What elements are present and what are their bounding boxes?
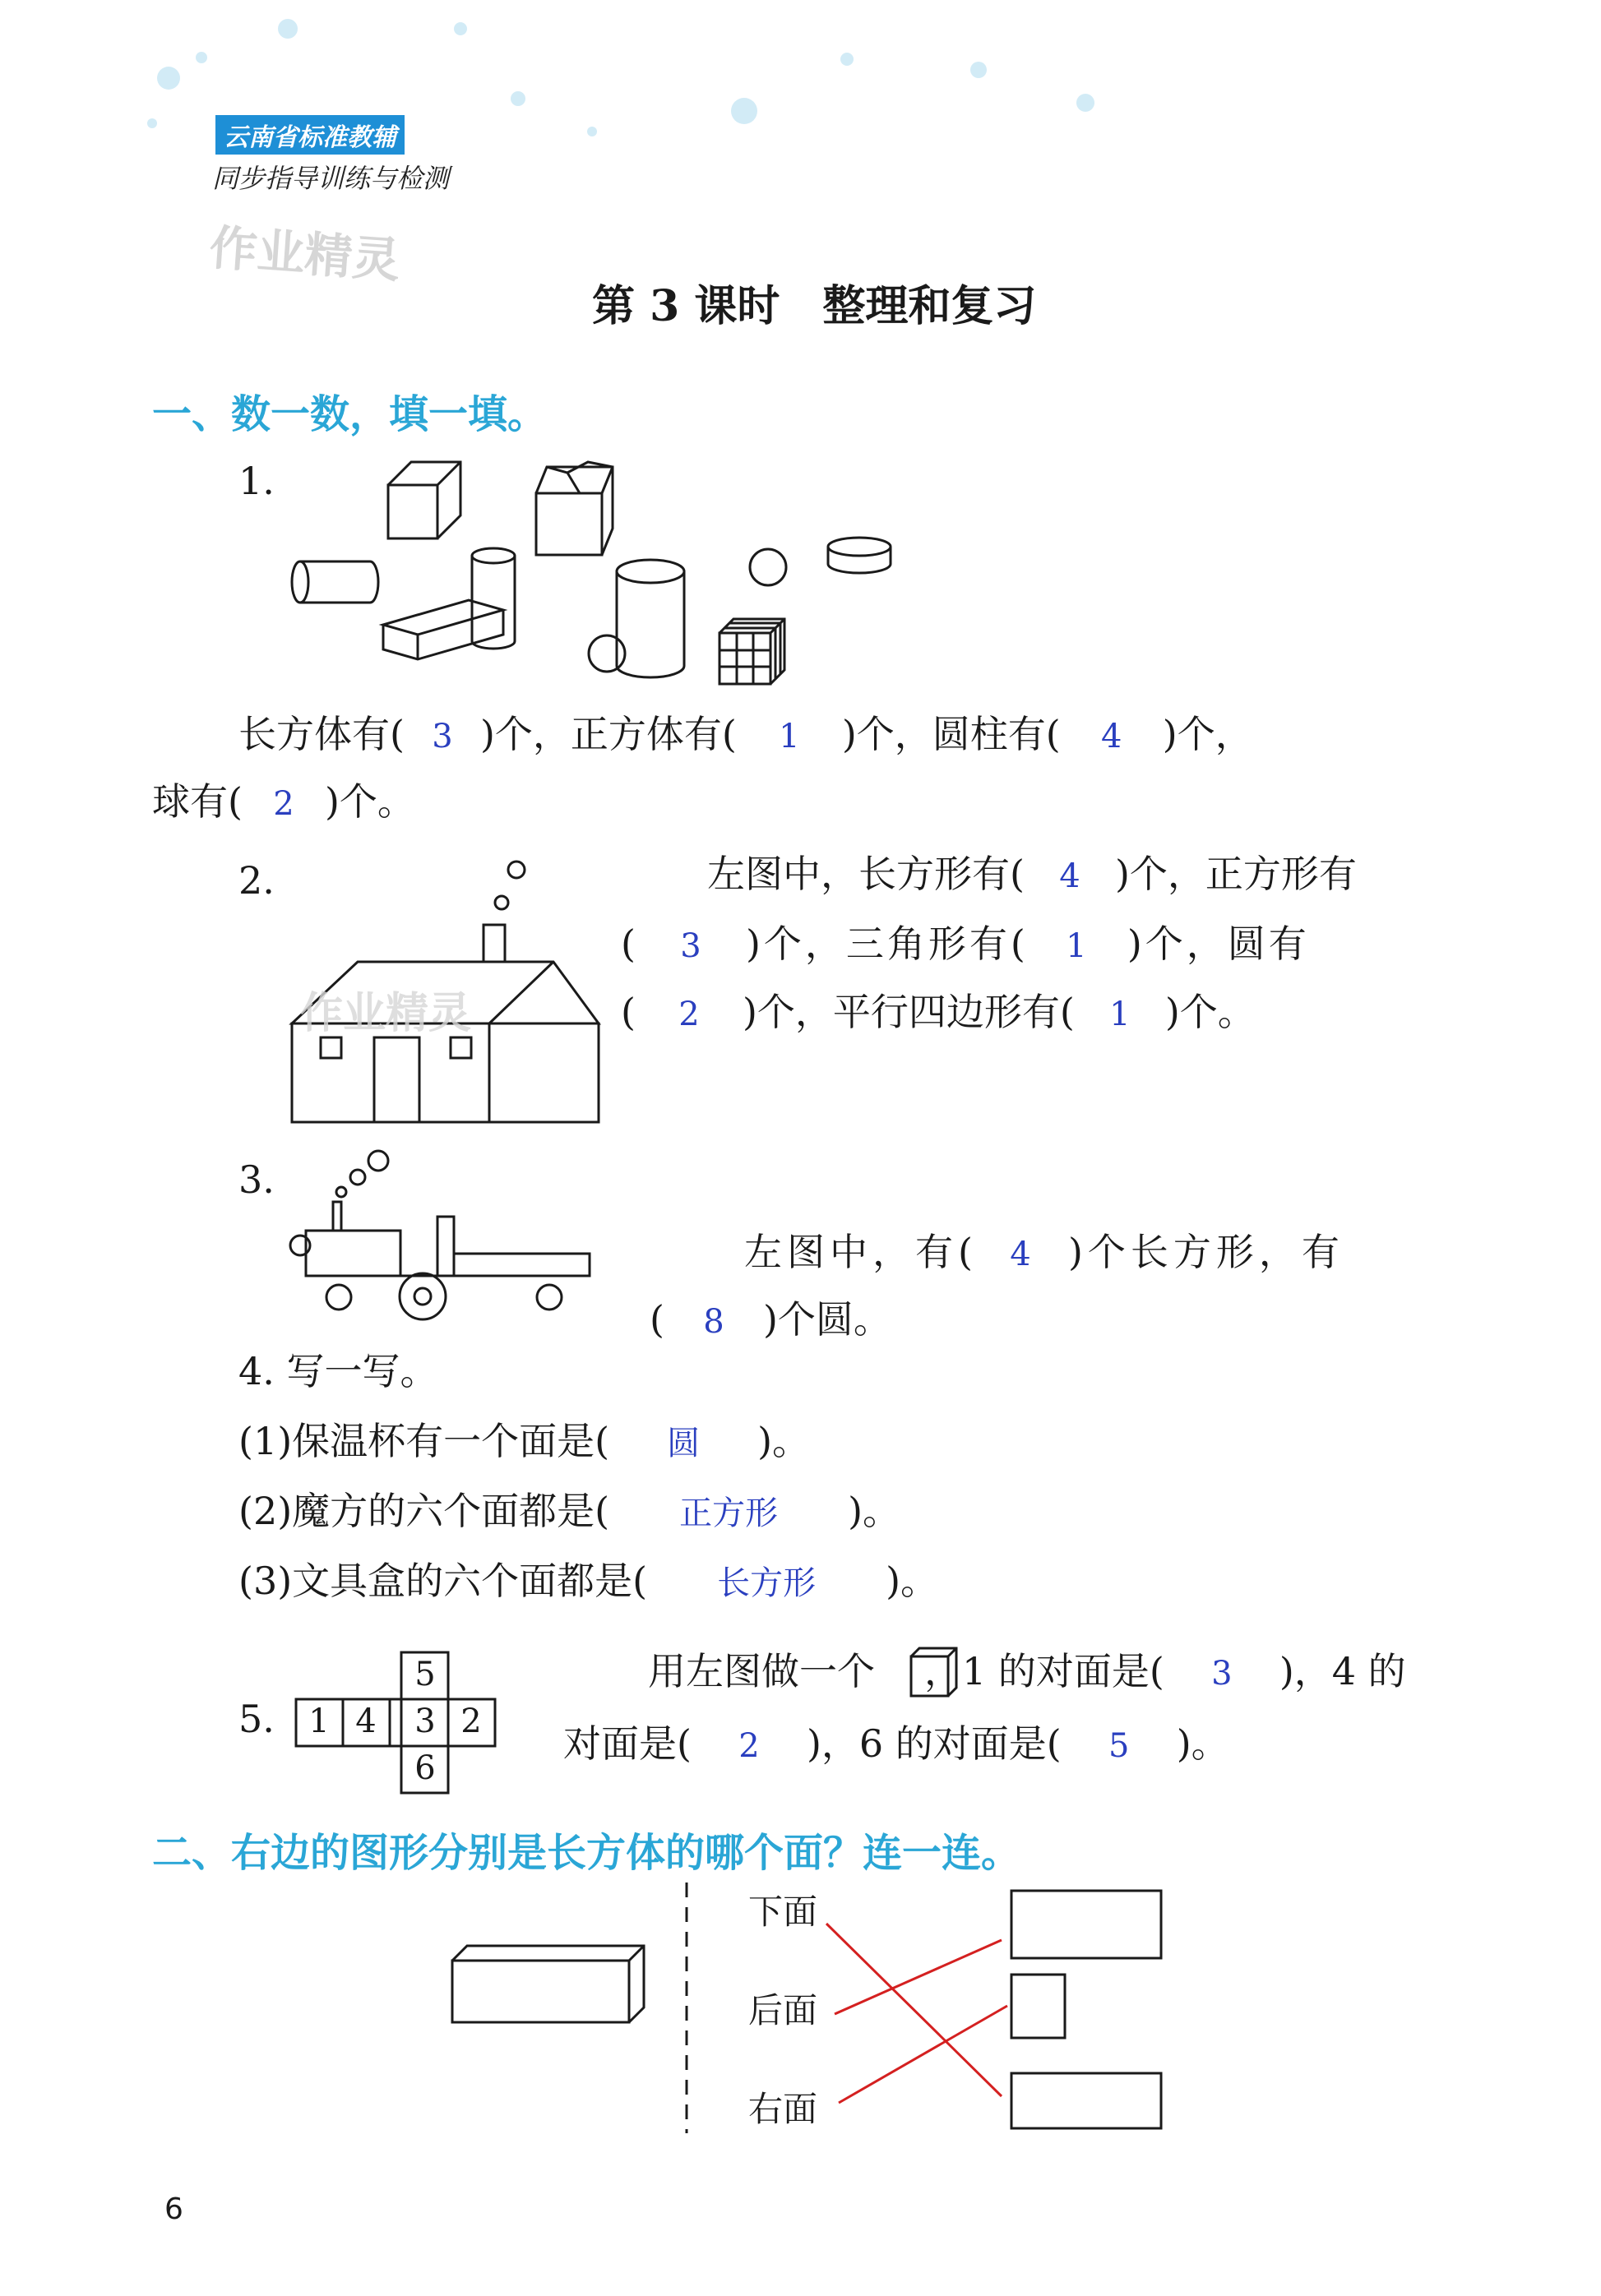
matching-lines — [826, 1924, 1007, 2103]
q2-answer-parallelograms: 1 — [1109, 996, 1131, 1033]
q4-item-2: (2)魔方的六个面都是( 正方形 )。 — [238, 1489, 901, 1533]
q2-answer-rectangles: 4 — [1059, 857, 1080, 895]
label-back-face: 后面 — [748, 1990, 818, 2030]
net-face-5: 5 — [414, 1656, 436, 1693]
q5-line-2: 对面是( 2 )，6 的对面是( 5 )。 — [563, 1721, 1229, 1766]
q3-answer-circles: 8 — [703, 1303, 724, 1341]
label-bottom-face: 下面 — [748, 1892, 818, 1932]
page-number: 6 — [164, 2192, 183, 2226]
q5-line-1: 用左图做一个 ，1 的对面是( 3 )，4 的 — [648, 1649, 1406, 1693]
brand-label: 云南省标准教辅 — [215, 115, 405, 155]
q4-answer-1: 圆 — [667, 1425, 701, 1462]
q3-answer-rectangles: 4 — [1010, 1236, 1036, 1273]
q2-line-1: 左图中，长方形有( 4 )个，正方形有 — [707, 852, 1357, 896]
watermark: 作业精灵 — [207, 219, 402, 289]
net-face-6: 6 — [414, 1749, 436, 1787]
q5-answer-3: 5 — [1108, 1727, 1130, 1765]
q3-line-1: 左图中，有( 4 )个长方形，有 — [744, 1230, 1344, 1274]
q2-line-2: ( 3 )个，三角形有( 1 )个，圆有 — [621, 922, 1310, 966]
q2-answer-circles: 2 — [678, 996, 700, 1033]
q3-number: 3. — [238, 1157, 275, 1202]
section-2-heading: 二、右边的图形分别是长方体的哪个面？连一连。 — [152, 1830, 1021, 1876]
net-face-4: 4 — [355, 1702, 377, 1740]
q1-line-1: 长方体有( 3 )个，正方体有( 1 )个，圆柱有( 4 )个， — [238, 712, 1253, 756]
q4-item-3: (3)文具盒的六个面都是( 长方形 )。 — [238, 1559, 939, 1603]
q4-title: 4. 写一写。 — [238, 1349, 438, 1393]
q2-answer-squares: 3 — [680, 927, 705, 965]
q5-answer-1: 3 — [1211, 1655, 1233, 1693]
q4-answer-3: 长方形 — [717, 1564, 817, 1602]
q1-answer-spheres: 2 — [273, 785, 294, 823]
cuboid-shape — [452, 1946, 644, 2022]
q5-number: 5. — [238, 1697, 275, 1741]
q1-number: 1. — [238, 459, 275, 503]
q4-answer-2: 正方形 — [679, 1494, 779, 1532]
q1-answer-cuboids: 3 — [432, 718, 453, 755]
series-subtitle: 同步指导训练与检测 — [212, 163, 450, 194]
label-right-face: 右面 — [748, 2089, 818, 2129]
face-large-rectangle — [1011, 1891, 1161, 1958]
face-wide-rectangle — [1011, 2073, 1161, 2128]
page-title: 第 3 课时 整理和复习 — [592, 281, 1037, 331]
q2-answer-triangles: 1 — [1066, 927, 1090, 965]
net-face-2: 2 — [460, 1702, 482, 1740]
q5-answer-2: 2 — [738, 1727, 760, 1765]
q4-item-1: (1)保温杯有一个面是( 圆 )。 — [238, 1419, 811, 1463]
q2-line-3: ( 2 )个，平行四边形有( 1 )个。 — [621, 990, 1256, 1034]
face-small-rectangle — [1011, 1975, 1065, 2038]
q1-answer-cylinders: 4 — [1101, 718, 1122, 755]
net-face-3: 3 — [414, 1702, 436, 1740]
net-face-1: 1 — [308, 1702, 330, 1740]
section-1-heading: 一、数一数，填一填。 — [152, 391, 548, 437]
watermark-2: 作业精灵 — [300, 989, 472, 1038]
q1-answer-cubes: 1 — [779, 718, 800, 755]
q3-line-2: ( 8 )个圆。 — [650, 1297, 891, 1342]
q2-number: 2. — [238, 858, 275, 903]
q1-line-2: 球有( 2 )个。 — [152, 779, 415, 824]
